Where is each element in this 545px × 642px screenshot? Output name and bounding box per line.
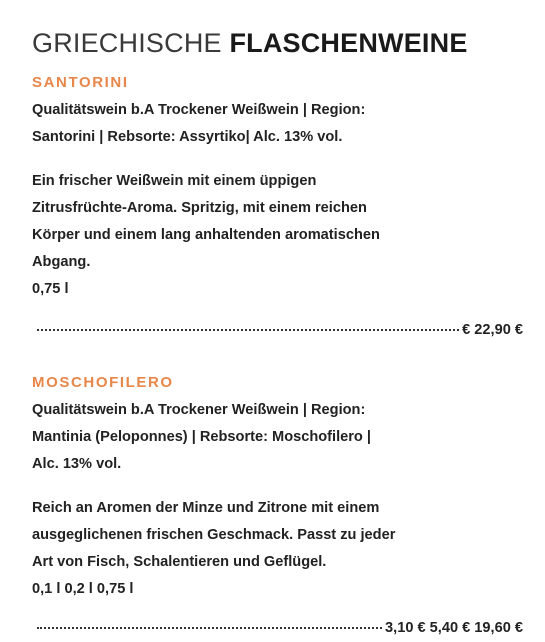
price-row <box>37 322 523 338</box>
wine-description-line: Ein frischer Weißwein mit einem üppigen <box>32 173 317 189</box>
wine-entry-moschofilero <box>32 373 522 603</box>
wine-volume: 0,75 l <box>32 281 69 297</box>
page-title-light: GRIECHISCHE <box>32 28 222 59</box>
wine-description-line: Reich an Aromen der Minze und Zitrone mit einem <box>32 500 380 516</box>
wine-spec <box>32 97 462 151</box>
wine-volume: 0,1 l 0,2 l 0,75 l <box>32 581 134 597</box>
wine-description-line: Abgang. <box>32 254 91 270</box>
page-title <box>32 26 468 60</box>
wine-description-line: Körper und einem lang anhaltenden aromatischen <box>32 227 380 243</box>
wine-spec <box>32 397 462 478</box>
dot-leader <box>37 627 382 629</box>
wine-description <box>32 495 462 603</box>
wine-description <box>32 168 462 303</box>
wine-description-line: Art von Fisch, Schalentieren und Geflügel. <box>32 554 327 570</box>
wine-price: 3,10 € 5,40 € 19,60 € <box>385 620 523 636</box>
wine-price: € 22,90 € <box>462 322 523 338</box>
price-row <box>37 620 523 636</box>
wine-spec-line: Mantinia (Peloponnes) | Rebsorte: Moschofilero | <box>32 429 371 445</box>
wine-description-line: ausgeglichenen frischen Geschmack. Passt zu jeder <box>32 527 396 543</box>
wine-name: SANTORINI <box>32 74 129 91</box>
wine-spec-line: Alc. 13% vol. <box>32 456 122 472</box>
page-title-bold: FLASCHENWEINE <box>229 28 468 59</box>
wine-spec-line: Qualitätswein b.A Trockener Weißwein | Region: <box>32 102 366 118</box>
wine-spec-line: Qualitätswein b.A Trockener Weißwein | Region: <box>32 402 366 418</box>
wine-spec-line: Santorini | Rebsorte: Assyrtiko| Alc. 13% vol. <box>32 129 343 145</box>
wine-description-line: Zitrusfrüchte-Aroma. Spritzig, mit einem reichen <box>32 200 367 216</box>
wine-entry-santorini <box>32 73 522 303</box>
dot-leader <box>37 329 459 331</box>
wine-name: MOSCHOFILERO <box>32 374 174 391</box>
